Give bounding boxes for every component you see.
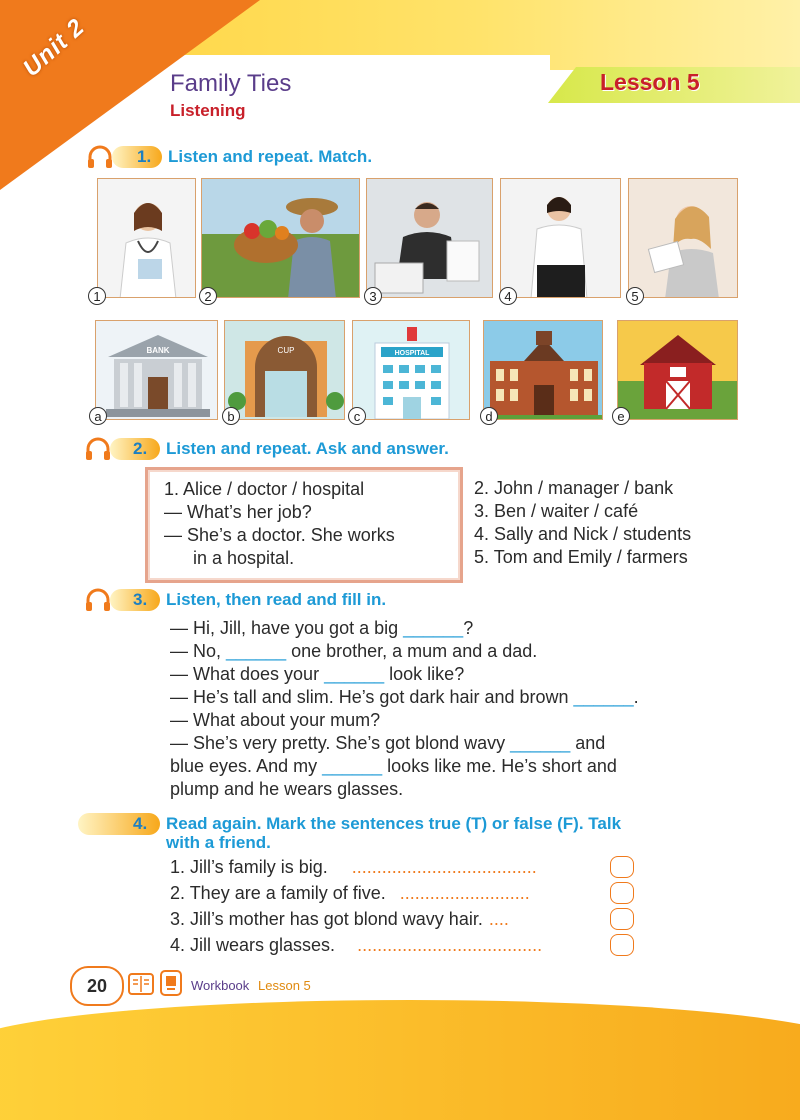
page-subtitle: Listening — [170, 101, 246, 120]
page-number: 20 — [70, 966, 124, 1006]
statement-text: 3. Jill’s mother has got blond wavy hair. — [170, 909, 483, 929]
dialogue-line-2 — [170, 640, 537, 663]
exercise-3-instruction: Listen, then read and fill in. — [166, 590, 387, 609]
exercise-2-instruction: Listen and repeat. Ask and answer. — [166, 439, 449, 458]
text: — He’s tall and slim. He’s got dark hair and brown — [170, 687, 574, 707]
page-title: Family Ties — [170, 70, 292, 97]
footer-wave — [0, 1000, 800, 1120]
photo-farm — [617, 320, 738, 420]
text: . — [633, 687, 639, 707]
dialogue-line-5: — What about your mum? — [170, 710, 381, 730]
statement-3 — [170, 908, 509, 931]
example-line-3: — She’s a doctor. She works — [164, 525, 395, 545]
label-2: 2 — [199, 287, 217, 305]
prompt-item: 4. Sally and Nick / students — [474, 524, 692, 544]
audio-card-icon — [160, 970, 182, 996]
text: — No, — [170, 641, 227, 661]
dialogue-line-3 — [170, 663, 464, 686]
photo-bank — [95, 320, 218, 420]
workbook-label: Workbook — [191, 978, 250, 993]
exercise-3-number: 3. — [133, 590, 148, 609]
dialogue-line-6 — [170, 732, 605, 755]
photo-school — [483, 320, 603, 420]
statement-2 — [170, 882, 530, 905]
dialogue-line-8: plump and he wears glasses. — [170, 779, 404, 799]
text: and — [570, 733, 606, 753]
dots: .... — [488, 909, 509, 929]
hospital-sign: HOSPITAL — [394, 350, 430, 357]
exercise-4-instruction-line-2: with a friend. — [166, 833, 271, 852]
text: blue eyes. And my — [170, 756, 323, 776]
example-line-2: — What’s her job? — [164, 502, 312, 522]
dots: ..................................... — [357, 935, 543, 955]
photo-cafe — [224, 320, 345, 420]
label-a: a — [89, 407, 107, 425]
label-e: e — [612, 407, 630, 425]
exercise-1-instruction: Listen and repeat. Match. — [168, 147, 373, 166]
text: look like? — [384, 664, 465, 684]
dialogue-line-7 — [170, 755, 617, 778]
photo-student — [628, 178, 738, 298]
blank: ______ — [322, 756, 383, 776]
unit-label: Unit 2 — [18, 13, 91, 83]
statement-4 — [170, 934, 542, 957]
photo-farmer — [201, 178, 360, 298]
photo-hospital — [352, 320, 470, 420]
prompt-item: 5. Tom and Emily / farmers — [474, 547, 688, 567]
example-line-1: 1. Alice / doctor / hospital — [164, 479, 365, 499]
statement-1 — [170, 856, 537, 879]
prompt-item: 2. John / manager / bank — [474, 478, 674, 498]
exercise-1-number: 1. — [137, 147, 152, 166]
blank: ______ — [403, 618, 464, 638]
headphones-icon — [84, 588, 112, 612]
photo-manager — [366, 178, 493, 298]
label-1: 1 — [88, 287, 106, 305]
tf-answer-box[interactable] — [610, 856, 634, 878]
exercise-2-number: 2. — [133, 439, 148, 458]
blank: ______ — [226, 641, 287, 661]
blank: ______ — [510, 733, 571, 753]
dots: .......................... — [399, 883, 530, 903]
text: — Hi, Jill, have you got a big — [170, 618, 404, 638]
book-icon — [128, 972, 154, 996]
lesson-label: Lesson 5 — [600, 69, 700, 95]
text: ? — [463, 618, 474, 638]
prompt-item: 3. Ben / waiter / café — [474, 501, 639, 521]
label-3: 3 — [364, 287, 382, 305]
headphones-icon — [84, 437, 112, 461]
workbook-lesson: Lesson 5 — [258, 978, 311, 993]
text: one brother, a mum and a dad. — [286, 641, 538, 661]
label-b: b — [222, 407, 240, 425]
tf-answer-box[interactable] — [610, 934, 634, 956]
exercise-4-instruction-line-1: Read again. Mark the sentences true (T) or false (F). Talk — [166, 814, 622, 833]
label-4: 4 — [499, 287, 517, 305]
cafe-sign: CUP — [277, 346, 295, 355]
bank-sign: BANK — [146, 346, 170, 355]
tf-answer-box[interactable] — [610, 908, 634, 930]
headphones-icon — [86, 145, 114, 169]
dots: ..................................... — [351, 857, 537, 877]
label-5: 5 — [626, 287, 644, 305]
exercise-number-pill — [78, 813, 160, 835]
tf-answer-box[interactable] — [610, 882, 634, 904]
label-c: c — [348, 407, 366, 425]
label-d: d — [480, 407, 498, 425]
blank: ______ — [324, 664, 385, 684]
text: — She’s very pretty. She’s got blond wavy — [170, 733, 511, 753]
statement-text: 4. Jill wears glasses. — [170, 935, 336, 955]
photo-doctor — [97, 178, 196, 298]
dialogue-line-4 — [170, 686, 639, 709]
statement-text: 2. They are a family of five. — [170, 883, 386, 903]
text: — What does your — [170, 664, 325, 684]
example-line-4: in a hospital. — [193, 548, 295, 568]
blank: ______ — [573, 687, 634, 707]
exercise-4-number: 4. — [133, 814, 148, 833]
text: looks like me. He’s short and — [382, 756, 617, 776]
statement-text: 1. Jill’s family is big. — [170, 857, 328, 877]
dialogue-line-1 — [170, 617, 473, 640]
photo-waiter — [500, 178, 621, 298]
